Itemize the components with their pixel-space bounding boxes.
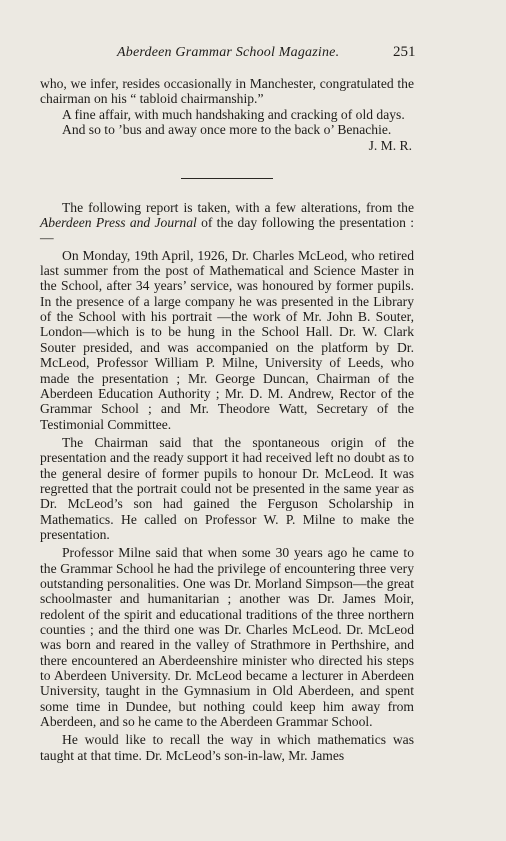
paragraph-professor-milne: Professor Milne said that when some 30 years ago he came to the Grammar School he had the privilege of encountering three very outstanding personalities. One was Dr. Morland Simpson—the great schoolmaster and humanitarian ; another was Dr. James Moir, redolent of the spirit and educational traditions of the three northern counties ; and the third one was Dr. Charles McLeod. Dr. McLeod was born and reared in the valley of Strathmore in Perthshire, and there encountered an Aberdeenshire minister who directed his steps to Aberdeen University. Dr. McLeod became a lecturer in Aberdeen University, taught in the Gymnasium in Old Aberdeen, and spent some time in Dundee, but nothing could keep him away from Aberdeen, and so he came to the Aberdeen Grammar School. — [40, 545, 414, 730]
paragraph-chairman-remarks: The Chairman said that the spontaneous origin of the presentation and the ready support it had received left no doubt as to the general desire of former pupils to honour Dr. McLeod. It was regretted that the portrait could not be presented in the same year as Dr. McLeod’s son had gained the Ferguson Scholarship in Mathematics. He called on Professor W. P. Milne to make the presentation. — [40, 434, 414, 542]
page-header — [0, 45, 506, 65]
page-number: 251 — [393, 44, 416, 60]
running-title: Aberdeen Grammar School Magazine. — [117, 45, 340, 60]
intro-text-end: of the day following the presentation :— — [40, 215, 414, 246]
intro-text-start: The following report is taken, with a few alterations, from the — [62, 199, 414, 215]
paragraph-fine-affair: A fine affair, with much handshaking and cracking of old days. — [62, 106, 405, 122]
page-body — [40, 76, 414, 763]
newspaper-title: Aberdeen Press and Journal — [40, 215, 197, 231]
paragraph-report-intro — [40, 200, 414, 246]
section-divider — [181, 178, 273, 179]
paragraph-mathematics-teaching: He would like to recall the way in which mathematics was taught at that time. Dr. McLeod’s son-in-law, Mr. James — [40, 732, 414, 763]
paragraph-presentation-event: On Monday, 19th April, 1926, Dr. Charles McLeod, who retired last summer from the post of Mathematical and Science Master in the School, after 34 years’ service, was honoured by former pupils. In the presence of a large company he was presented in the Library of the School with his portrait —the work of Mr. John B. Souter, London—which is to be hung in the School Hall. Dr. W. Clark Souter presided, and was accompanied on the platform by Dr. McLeod, Professor William P. Milne, University of Leeds, who made the presentation ; Mr. George Duncan, Chairman of the Aberdeen Education Authority ; Mr. D. M. Andrew, Rector of the Grammar School ; and Mr. Theodore Watt, Secretary of the Testimonial Committee. — [40, 247, 414, 432]
author-signature: J. M. R. — [368, 138, 412, 154]
paragraph-congratulation: who, we infer, resides occasionally in Manchester, congratulated the chairman on his “ tabloid chairmanship.” — [40, 76, 414, 107]
paragraph-benachie: And so to ’bus and away once more to the back o’ Benachie. — [62, 122, 392, 138]
